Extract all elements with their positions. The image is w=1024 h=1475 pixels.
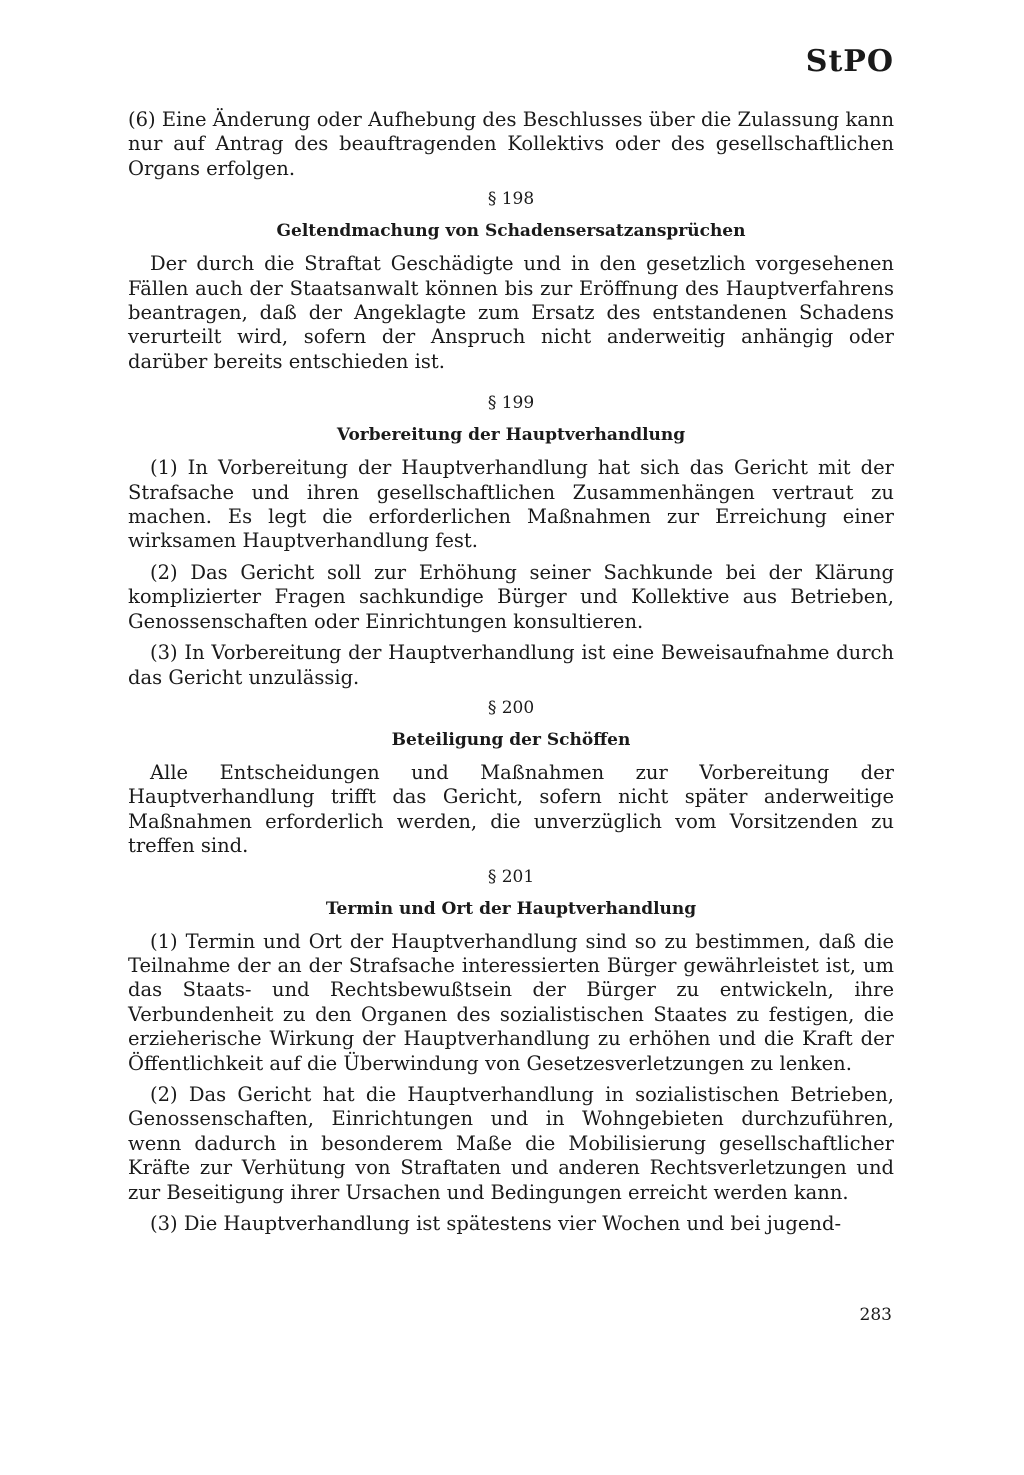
section-title: Beteiligung der Schöffen — [391, 729, 631, 750]
section-title: Geltendmachung von Schadensersatzansprüchen — [276, 221, 746, 242]
running-title: StPO — [805, 44, 894, 79]
paragraph: Alle Entscheidungen und Maßnahmen zur Vorbereitung der Hauptverhandlung trifft das Gericht, sofern nicht später anderweitige Maßnahmen erforderlich werden, die unverzüglich vom Vorsitzenden zu treffen sind. — [128, 760, 894, 858]
section-number: § 201 — [487, 866, 535, 887]
section-number: § 200 — [487, 697, 535, 718]
page-number: 283 — [859, 1305, 892, 1325]
section-number: § 199 — [487, 393, 535, 414]
section-title: Vorbereitung der Hauptverhandlung — [336, 425, 686, 446]
paragraph: (3) Die Hauptverhandlung ist spätestens vier Wochen und bei jugend- — [150, 1212, 842, 1235]
paragraph: (3) In Vorbereitung der Hauptverhandlung ist eine Beweisaufnahme durch das Gericht unzulässig. — [128, 641, 894, 689]
paragraph: (2) Das Gericht hat die Hauptverhandlung in sozialistischen Betrieben, Genossenschaften, Einrichtungen und in Wohngebieten durchzuführen, wenn dadurch in besonderem Maße die Mobilisierung gesellschaftlicher Kräfte zur Verhütung von Straftaten und anderen Rechtsverletzungen und zur Beseitigung ihrer Ursachen und Bedingungen erreicht werden kann. — [128, 1082, 894, 1204]
paragraph: (1) In Vorbereitung der Hauptverhandlung hat sich das Gericht mit der Strafsache und ihren gesellschaftlichen Zusammenhängen vertraut zu machen. Es legt die erforderlichen Maßnahmen zur Erreichung einer wirksamen Hauptverhandlung fest. — [128, 456, 894, 553]
section-number: § 198 — [487, 189, 535, 210]
document-body — [128, 108, 894, 1243]
paragraph: (1) Termin und Ort der Hauptverhandlung sind so zu bestimmen, daß die Teilnahme der an der Strafsache interessierten Bürger gewährleistet ist, um das Staats- und Rechtsbewußtsein der Bürger zu entwickeln, ihre Verbundenheit zu den Organen des sozialistischen Staates zu festigen, die erzieherische Wirkung der Hauptverhandlung zu erhöhen und die Kraft der Öffentlichkeit auf die Überwindung von Gesetzesverletzungen zu lenken. — [128, 929, 894, 1075]
paragraph: (6) Eine Änderung oder Aufhebung des Beschlusses über die Zulassung kann nur auf Antrag des beauftragenden Kollektivs oder des gesellschaftlichen Organs erfolgen. — [128, 108, 894, 180]
section-title: Termin und Ort der Hauptverhandlung — [325, 898, 697, 919]
paragraph: Der durch die Straftat Geschädigte und in den gesetzlich vorgesehenen Fällen auch der Staatsanwalt können bis zur Eröffnung des Hauptverfahrens beantragen, daß der Angeklagte zum Ersatz des entstandenen Schadens verurteilt wird, sofern der Anspruch nicht anderweitig anhängig oder darüber bereits entschieden ist. — [128, 252, 894, 373]
paragraph: (2) Das Gericht soll zur Erhöhung seiner Sachkunde bei der Klärung komplizierter Fragen sachkundige Bürger und Kollektive aus Betrieben, Genossenschaften oder Einrichtungen konsultieren. — [128, 560, 894, 633]
